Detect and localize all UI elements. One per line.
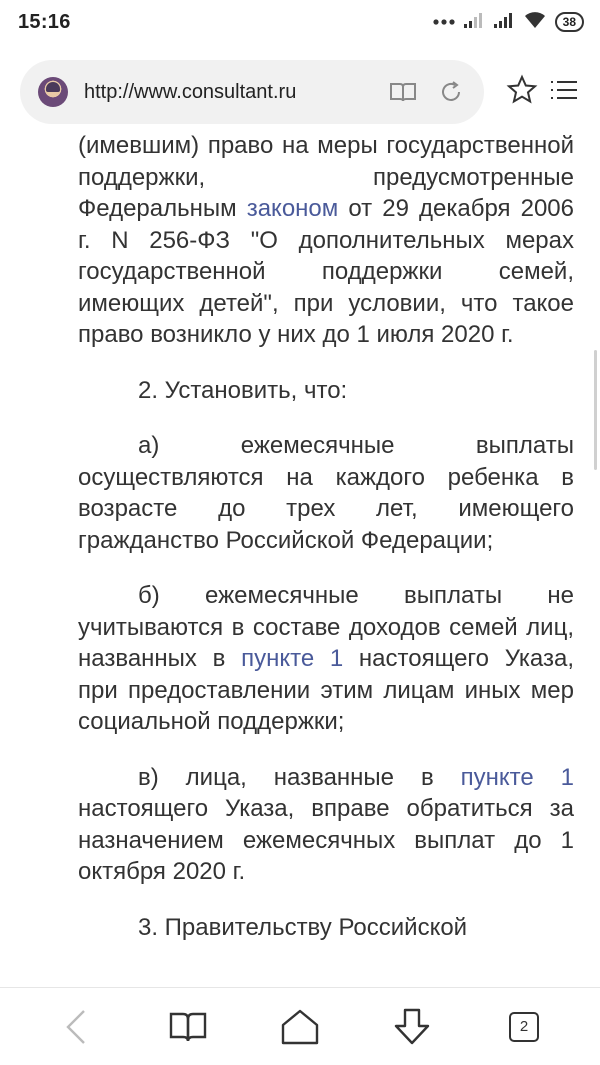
article-paragraph-4 [78, 580, 574, 738]
article-content [78, 130, 574, 943]
point-1-link[interactable]: пункте 1 [460, 763, 575, 791]
more-dots-icon [433, 13, 455, 31]
status-time: 15:16 [18, 10, 71, 33]
point-1-link[interactable]: пункте 1 [241, 645, 344, 672]
paragraph-text: б) ежемесячные выплаты не учитываются в составе доходов семей лиц, названных в [78, 582, 574, 672]
paragraph-text: от 29 декабря 2006 г. N 256-ФЗ "О дополнительных мерах государственной поддержки семей, имеющих детей", при условии, что такое право возникло у них до 1 июля 2020 г. [78, 195, 574, 348]
article-paragraph-3: а) ежемесячные выплаты осуществляются на каждого ребенка в возрасте до трех лет, имеющего гражданство Российской Федерации; [78, 432, 574, 554]
law-link[interactable]: законом [246, 195, 339, 222]
signal-1-icon [463, 11, 485, 34]
paragraph-text: настоящего Указа, при предоставлении этим лицам иных мер социальной поддержки; [78, 645, 574, 735]
bookmarks-icon[interactable] [158, 997, 218, 1057]
signal-2-icon [493, 11, 515, 34]
scrollbar[interactable] [594, 350, 597, 470]
back-icon[interactable] [46, 997, 106, 1057]
status-icons [433, 11, 584, 34]
bookmark-star-icon[interactable] [506, 74, 538, 111]
reader-mode-icon[interactable] [386, 75, 420, 109]
home-icon[interactable] [270, 997, 330, 1057]
toolbar-right [506, 74, 580, 111]
status-bar [0, 0, 600, 44]
menu-icon[interactable] [548, 74, 580, 111]
bottom-nav [0, 987, 600, 1065]
reload-icon[interactable] [434, 75, 468, 109]
article-paragraph-5 [78, 762, 574, 888]
site-favicon [38, 77, 68, 107]
tabs-icon[interactable] [494, 997, 554, 1057]
wifi-icon [523, 11, 547, 34]
paragraph-text: в) лица, названные в [138, 763, 461, 791]
download-icon[interactable] [382, 997, 442, 1057]
battery-icon: 38 [555, 12, 584, 32]
paragraph-text: настоящего Указа, вправе обратиться за назначением ежемесячных выплат до 1 октября 2020 г. [78, 795, 574, 885]
url-text[interactable]: http://www.consultant.ru [84, 80, 297, 103]
address-bar[interactable] [20, 60, 484, 124]
tabs-count[interactable]: 2 [509, 1012, 539, 1042]
article-paragraph-1 [78, 130, 574, 351]
article-paragraph-6: 3. Правительству Российской [138, 913, 468, 941]
paragraph-text: (имевшим) право на меры государственной поддержки, предусмотренные Федеральным [78, 132, 574, 222]
article-paragraph-2: 2. Установить, что: [138, 376, 348, 404]
